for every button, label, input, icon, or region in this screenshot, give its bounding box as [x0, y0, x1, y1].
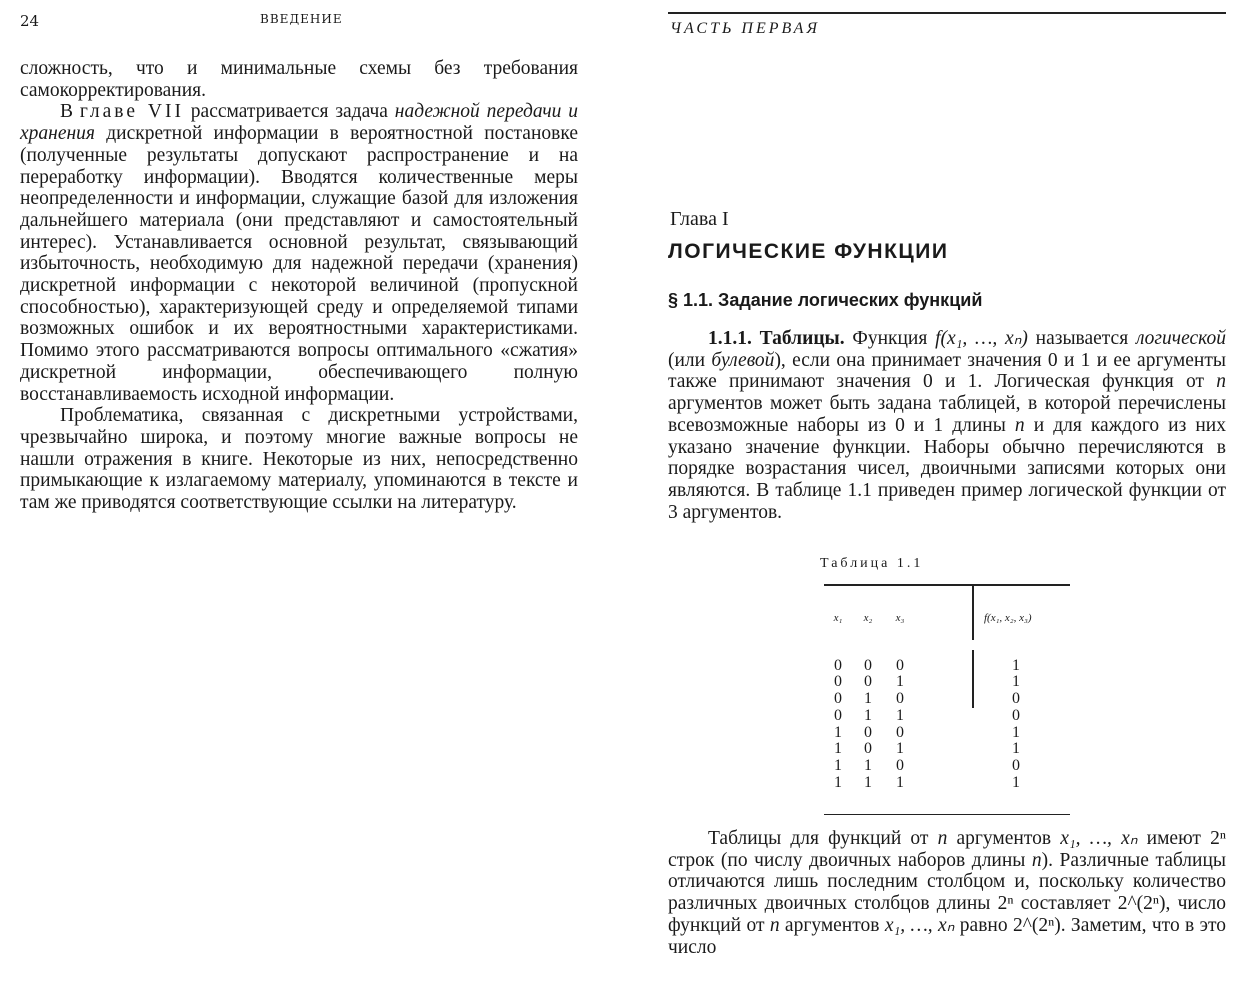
formula: 2^(2ⁿ) — [1117, 893, 1166, 915]
chapter-number: Глава I — [670, 208, 729, 230]
text: , число функций от — [668, 893, 1226, 936]
text: аргументов — [947, 828, 1061, 849]
text: Функция — [844, 328, 936, 349]
table-cell-arg: 0 — [864, 740, 872, 758]
text: рассматривается задача — [183, 101, 395, 123]
table-row — [824, 758, 1070, 775]
table-cell-arg: 1 — [896, 673, 904, 691]
table-cell-function: 0 — [1012, 690, 1020, 708]
table-cell-arg: 1 — [864, 774, 872, 792]
table-cell-function: 1 — [1012, 774, 1020, 792]
table-cell-function: 0 — [1012, 757, 1020, 775]
formula: f(x₁, …, xₙ) — [935, 328, 1028, 349]
text: составляет — [1013, 893, 1118, 915]
term-boolean: булевой — [711, 349, 775, 371]
part-title: ЧАСТЬ ПЕРВАЯ — [670, 20, 820, 37]
truth-table — [824, 584, 1070, 815]
paragraph — [20, 405, 578, 514]
table-cell-arg: 1 — [864, 690, 872, 708]
text: Таблицы для функций от — [708, 828, 938, 849]
table-cell-arg: 0 — [896, 690, 904, 708]
text: ), если она принимает значения 0 и 1 и ее аргументы также принимают значения 0 и 1. Логическая функция от — [668, 349, 1226, 393]
table-row — [824, 741, 1070, 758]
table-cell-arg: 1 — [834, 774, 842, 792]
header-x2: x₂ — [863, 611, 873, 624]
table-row — [824, 708, 1070, 725]
table-cell-function: 1 — [1012, 656, 1020, 674]
paragraph — [20, 58, 578, 101]
term-logical: логической — [1135, 328, 1227, 349]
table-cell-function: 1 — [1012, 723, 1020, 741]
text: сложность, что и минимальные схемы без требования самокорректирования. — [20, 58, 578, 101]
formula: 2ⁿ — [997, 893, 1014, 915]
table-cell-arg: 1 — [896, 706, 904, 724]
text: В — [60, 101, 80, 123]
paragraph-table-count — [668, 828, 1226, 958]
table-cell-arg: 1 — [864, 757, 872, 775]
variable-n: n — [1031, 849, 1042, 871]
table-vertical-rule — [972, 586, 974, 640]
table-cell-arg: 0 — [864, 656, 872, 674]
table-cell-arg: 0 — [834, 673, 842, 691]
text: аргументов — [779, 914, 885, 936]
table-caption: Таблица 1.1 — [820, 556, 924, 571]
left-page-header — [20, 0, 580, 30]
text: аргументов может быть задана таблицей, в которой перечислены всевозможные наборы из 0 и 1 длины — [668, 393, 1226, 436]
table-row — [824, 725, 1070, 742]
text: Проблематика, связанная с дискретными устройствами, чрезвычайно широка, и поэтому многие важные вопросы не нашли отражения в книге. Некоторые из них, непосредственно примыкающие к излагаемому материалу, упоминаются в тексте и там же приводятся соответствующие ссылки на литературу. — [20, 405, 578, 514]
left-body-text — [20, 58, 578, 514]
table-rows — [824, 658, 1070, 792]
table-row — [824, 691, 1070, 708]
table-cell-arg: 1 — [834, 757, 842, 775]
table-body — [824, 650, 1070, 814]
table-row — [824, 674, 1070, 691]
text: и для каждого из них указано значение функции. Наборы обычно перечисляются в порядке возрастания чисел, двоичными записями которых они являются. В таблице 1.1 приведен пример логической функции от 3 аргументов. — [668, 414, 1226, 523]
table-cell-arg: 1 — [896, 740, 904, 758]
page-number: 24 — [20, 12, 40, 30]
table-cell-arg: 0 — [834, 706, 842, 724]
header-x3: x₃ — [895, 611, 905, 624]
table-cell-arg: 1 — [864, 706, 872, 724]
text: строк (по числу двоичных наборов длины — [668, 849, 1032, 871]
table-cell-arg: 0 — [896, 757, 904, 775]
table-cell-function: 1 — [1012, 740, 1020, 758]
table-cell-arg: 0 — [896, 656, 904, 674]
table-cell-arg: 0 — [834, 656, 842, 674]
table-cell-arg: 0 — [834, 690, 842, 708]
text: дискретной информации в вероятностной постановке (полученные результаты допускают распространение и на переработку информации). Вводятся количественные меры неопределенности и информации, служащие базой для изложения дальнейшего материала (они представляют и самостоятельный интерес). Устанавливается основной результат, связывающий избыточность, необходимую для надежной передачи (хранения) дискретной информации с некоторой величиной (пропускной способностью), характеризующей среду и определяемой типами возможных ошибок и их вероятностными характеристиками. Помимо этого рассматриваются вопросы оптимального «сжатия» дискретной информации, обеспечивающего полную восстанавливаемость исходной информации. — [20, 123, 578, 405]
text: равно — [954, 914, 1013, 936]
table-cell-function: 0 — [1012, 706, 1020, 724]
formula: x₁, …, xₙ — [1060, 828, 1138, 849]
section-title: § 1.1. Задание логических функций — [668, 290, 983, 310]
emphasis: надежной передачи и хранения — [20, 101, 578, 145]
running-head: ВВЕДЕНИЕ — [260, 12, 343, 26]
table-row — [824, 775, 1070, 792]
variable-n: n — [1014, 414, 1025, 436]
header-function: f(x₁, x₂, x₃) — [984, 611, 1032, 624]
table-bottom-rule — [824, 814, 1070, 816]
text: главе VII — [79, 101, 184, 123]
table-header — [824, 586, 1070, 650]
text: имеют — [1137, 828, 1211, 849]
variable-n: n — [769, 914, 780, 936]
table-cell-arg: 0 — [896, 723, 904, 741]
formula: 2ⁿ — [1210, 828, 1226, 849]
formula: 2^(2ⁿ) — [1012, 914, 1061, 936]
paragraph-tables-definition — [668, 328, 1226, 523]
formula: x₁, …, xₙ — [884, 914, 955, 936]
table-cell-arg: 1 — [896, 774, 904, 792]
table-cell-arg: 1 — [834, 740, 842, 758]
left-page — [20, 0, 580, 514]
chapter-title: ЛОГИЧЕСКИЕ ФУНКЦИИ — [668, 240, 949, 263]
text: ). Различные таблицы отличаются лишь последним столбцом и, поскольку количество различных двоичных столбцов длины — [668, 849, 1226, 915]
table-cell-arg: 0 — [864, 723, 872, 741]
table-row — [824, 658, 1070, 675]
text: . Заметим, что в это число — [668, 914, 1226, 958]
header-x1: x₁ — [833, 611, 843, 624]
subsection-lead: 1.1.1. Таблицы. — [708, 328, 845, 349]
paragraph — [20, 101, 578, 405]
text: (или — [668, 349, 712, 371]
variable-n: n — [937, 828, 948, 849]
text: называется — [1027, 328, 1136, 349]
part-rule — [668, 12, 1226, 14]
table-cell-arg: 0 — [864, 673, 872, 691]
table-cell-arg: 1 — [834, 723, 842, 741]
variable-n: n — [1216, 371, 1226, 393]
table-cell-function: 1 — [1012, 673, 1020, 691]
